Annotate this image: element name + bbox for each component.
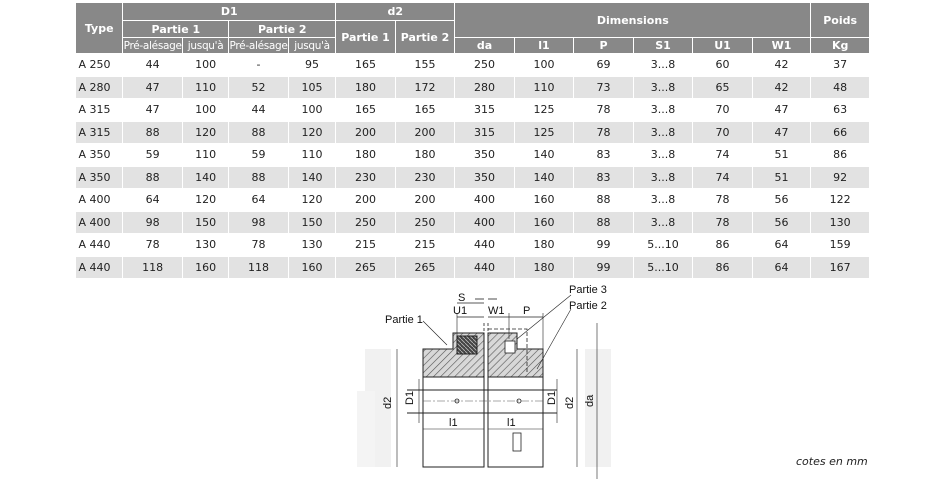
table-cell: 172 — [395, 76, 455, 99]
table-cell: 74 — [693, 144, 753, 167]
table-cell: 5...10 — [633, 234, 693, 257]
table-cell: 180 — [514, 256, 574, 279]
table-cell: 140 — [514, 144, 574, 167]
table-cell: 44 — [229, 99, 289, 122]
table-cell: 95 — [288, 54, 335, 77]
drawing-label-d1-right: D1 — [546, 390, 558, 405]
table-cell: 165 — [336, 54, 396, 77]
table-cell: 120 — [288, 189, 335, 212]
table-row — [76, 76, 870, 99]
drawing-label-w1: W1 — [488, 305, 505, 317]
drawing-label-u1: U1 — [453, 305, 468, 317]
table-cell: 64 — [752, 256, 811, 279]
drawing-label-partie1: Partie 1 — [385, 314, 423, 326]
drawing-label-partie3: Partie 3 — [569, 284, 607, 296]
table-cell: 48 — [811, 76, 870, 99]
table-cell: 122 — [811, 189, 870, 212]
table-cell: 250 — [455, 54, 515, 77]
table-cell: 70 — [693, 121, 753, 144]
drawing-label-d2-right: d2 — [564, 396, 576, 409]
header-type: Type — [76, 3, 123, 54]
table-cell: 3...8 — [633, 166, 693, 189]
header-u1: U1 — [693, 38, 753, 54]
table-cell: - — [229, 54, 289, 77]
table-cell: 180 — [395, 144, 455, 167]
table-cell: 315 — [455, 121, 515, 144]
header-w1: W1 — [752, 38, 811, 54]
row-type-cell: A 440 — [76, 234, 123, 257]
table-cell: 130 — [811, 211, 870, 234]
table-cell: 63 — [811, 99, 870, 122]
header-d2: d2 — [336, 3, 455, 21]
table-cell: 440 — [455, 234, 515, 257]
drawing-label-d2-left: d2 — [382, 396, 394, 409]
table-row — [76, 144, 870, 167]
table-cell: 120 — [182, 121, 228, 144]
table-cell: 120 — [182, 189, 228, 212]
table-cell: 74 — [693, 166, 753, 189]
table-cell: 88 — [574, 211, 634, 234]
drawing-label-s: S — [458, 292, 466, 304]
row-type-cell: A 400 — [76, 189, 123, 212]
table-cell: 120 — [288, 121, 335, 144]
header-da: da — [455, 38, 515, 54]
table-row — [76, 189, 870, 212]
table-cell: 98 — [229, 211, 289, 234]
drawing-label-p: P — [523, 305, 531, 317]
table-cell: 105 — [288, 76, 335, 99]
table-row — [76, 166, 870, 189]
table-cell: 400 — [455, 189, 515, 212]
table-row — [76, 211, 870, 234]
table-row — [76, 121, 870, 144]
table-cell: 110 — [288, 144, 335, 167]
table-cell: 86 — [693, 256, 753, 279]
table-cell: 83 — [574, 144, 634, 167]
table-cell: 60 — [693, 54, 753, 77]
table-cell: 42 — [752, 54, 811, 77]
table-cell: 52 — [229, 76, 289, 99]
table-cell: 165 — [395, 99, 455, 122]
table-cell: 110 — [182, 144, 228, 167]
table-cell: 3...8 — [633, 54, 693, 77]
table-cell: 265 — [395, 256, 455, 279]
table-cell: 160 — [514, 189, 574, 212]
table-cell: 59 — [123, 144, 183, 167]
table-cell: 3...8 — [633, 144, 693, 167]
coupling-technical-drawing — [357, 283, 619, 479]
table-cell: 350 — [455, 144, 515, 167]
table-cell: 130 — [182, 234, 228, 257]
drawing-label-l1-left: l1 — [449, 417, 458, 429]
table-cell: 88 — [123, 121, 183, 144]
table-cell: 265 — [336, 256, 396, 279]
header-d2-partie2: Partie 2 — [395, 21, 455, 54]
drawing-label-l1-right: l1 — [507, 417, 516, 429]
row-type-cell: A 280 — [76, 76, 123, 99]
table-cell: 160 — [182, 256, 228, 279]
table-cell: 100 — [182, 54, 228, 77]
table-cell: 180 — [514, 234, 574, 257]
table-cell: 78 — [229, 234, 289, 257]
table-cell: 64 — [752, 234, 811, 257]
table-cell: 3...8 — [633, 99, 693, 122]
table-cell: 100 — [514, 54, 574, 77]
header-p2-pre-alesage: Pré-alésage — [229, 39, 288, 52]
table-cell: 59 — [229, 144, 289, 167]
table-cell: 280 — [455, 76, 515, 99]
table-cell: 110 — [514, 76, 574, 99]
table-cell: 130 — [288, 234, 335, 257]
header-p1-pre-alesage: Pré-alésage — [123, 39, 182, 52]
table-cell: 47 — [752, 99, 811, 122]
units-note: cotes en mm — [796, 455, 868, 468]
table-cell: 99 — [574, 256, 634, 279]
table-cell: 125 — [514, 99, 574, 122]
table-cell: 200 — [336, 121, 396, 144]
table-cell: 118 — [123, 256, 183, 279]
table-cell: 78 — [693, 189, 753, 212]
row-type-cell: A 350 — [76, 144, 123, 167]
coupling-spec-table — [75, 2, 870, 279]
table-cell: 88 — [229, 166, 289, 189]
row-type-cell: A 315 — [76, 121, 123, 144]
table-cell: 3...8 — [633, 189, 693, 212]
table-cell: 64 — [229, 189, 289, 212]
table-cell: 73 — [574, 76, 634, 99]
table-cell: 155 — [395, 54, 455, 77]
partie3-element — [457, 336, 477, 354]
table-cell: 150 — [288, 211, 335, 234]
table-cell: 3...8 — [633, 121, 693, 144]
drawing-label-d1-left: D1 — [404, 390, 416, 405]
table-cell: 86 — [693, 234, 753, 257]
table-cell: 110 — [182, 76, 228, 99]
table-cell: 215 — [336, 234, 396, 257]
table-cell: 37 — [811, 54, 870, 77]
table-cell: 180 — [336, 144, 396, 167]
table-cell: 51 — [752, 144, 811, 167]
table-cell: 315 — [455, 99, 515, 122]
header-d1-partie1: Partie 1 — [123, 21, 229, 38]
header-d2-partie1: Partie 1 — [336, 21, 396, 54]
table-cell: 78 — [693, 211, 753, 234]
row-type-cell: A 250 — [76, 54, 123, 77]
table-cell: 64 — [123, 189, 183, 212]
table-cell: 44 — [123, 54, 183, 77]
header-kg: Kg — [811, 38, 870, 54]
table-cell: 78 — [123, 234, 183, 257]
table-cell: 51 — [752, 166, 811, 189]
table-cell: 150 — [182, 211, 228, 234]
table-cell: 400 — [455, 211, 515, 234]
row-type-cell: A 315 — [76, 99, 123, 122]
table-cell: 140 — [182, 166, 228, 189]
table-cell: 56 — [752, 189, 811, 212]
table-cell: 83 — [574, 166, 634, 189]
row-type-cell: A 440 — [76, 256, 123, 279]
table-cell: 250 — [336, 211, 396, 234]
table-cell: 78 — [574, 99, 634, 122]
table-cell: 88 — [229, 121, 289, 144]
header-dimensions: Dimensions — [455, 3, 811, 38]
table-cell: 200 — [395, 121, 455, 144]
table-cell: 200 — [395, 189, 455, 212]
table-cell: 215 — [395, 234, 455, 257]
header-s1: S1 — [633, 38, 693, 54]
row-type-cell: A 400 — [76, 211, 123, 234]
table-cell: 70 — [693, 99, 753, 122]
table-cell: 230 — [336, 166, 396, 189]
drawing-label-partie2: Partie 2 — [569, 300, 607, 312]
table-cell: 100 — [288, 99, 335, 122]
table-row — [76, 99, 870, 122]
table-cell: 200 — [336, 189, 396, 212]
table-cell: 230 — [395, 166, 455, 189]
table-cell: 167 — [811, 256, 870, 279]
header-p: P — [574, 38, 634, 54]
header-p2-jusqua: jusqu'à — [288, 38, 335, 54]
table-cell: 88 — [123, 166, 183, 189]
table-cell: 5...10 — [633, 256, 693, 279]
header-poids: Poids — [811, 3, 870, 38]
header-d1: D1 — [123, 3, 336, 21]
header-p1-jusqua: jusqu'à — [182, 38, 228, 54]
table-cell: 140 — [288, 166, 335, 189]
table-cell: 47 — [752, 121, 811, 144]
table-cell: 92 — [811, 166, 870, 189]
table-cell: 3...8 — [633, 76, 693, 99]
table-cell: 65 — [693, 76, 753, 99]
table-cell: 140 — [514, 166, 574, 189]
table-cell: 56 — [752, 211, 811, 234]
table-cell: 350 — [455, 166, 515, 189]
table-cell: 86 — [811, 144, 870, 167]
table-cell: 42 — [752, 76, 811, 99]
table-cell: 3...8 — [633, 211, 693, 234]
table-cell: 165 — [336, 99, 396, 122]
drawing-label-da: da — [584, 394, 596, 407]
table-row — [76, 256, 870, 279]
table-cell: 100 — [182, 99, 228, 122]
table-cell: 66 — [811, 121, 870, 144]
table-cell: 98 — [123, 211, 183, 234]
table-cell: 160 — [288, 256, 335, 279]
table-cell: 99 — [574, 234, 634, 257]
table-cell: 180 — [336, 76, 396, 99]
table-cell: 69 — [574, 54, 634, 77]
header-l1: l1 — [514, 38, 574, 54]
table-cell: 440 — [455, 256, 515, 279]
table-row — [76, 54, 870, 77]
table-cell: 160 — [514, 211, 574, 234]
table-cell: 78 — [574, 121, 634, 144]
table-cell: 47 — [123, 76, 183, 99]
table-body — [76, 54, 870, 279]
table-cell: 118 — [229, 256, 289, 279]
row-type-cell: A 350 — [76, 166, 123, 189]
table-cell: 88 — [574, 189, 634, 212]
header-d1-partie2: Partie 2 — [229, 21, 336, 38]
table-cell: 250 — [395, 211, 455, 234]
table-cell: 125 — [514, 121, 574, 144]
table-cell: 159 — [811, 234, 870, 257]
table-cell: 47 — [123, 99, 183, 122]
table-row — [76, 234, 870, 257]
